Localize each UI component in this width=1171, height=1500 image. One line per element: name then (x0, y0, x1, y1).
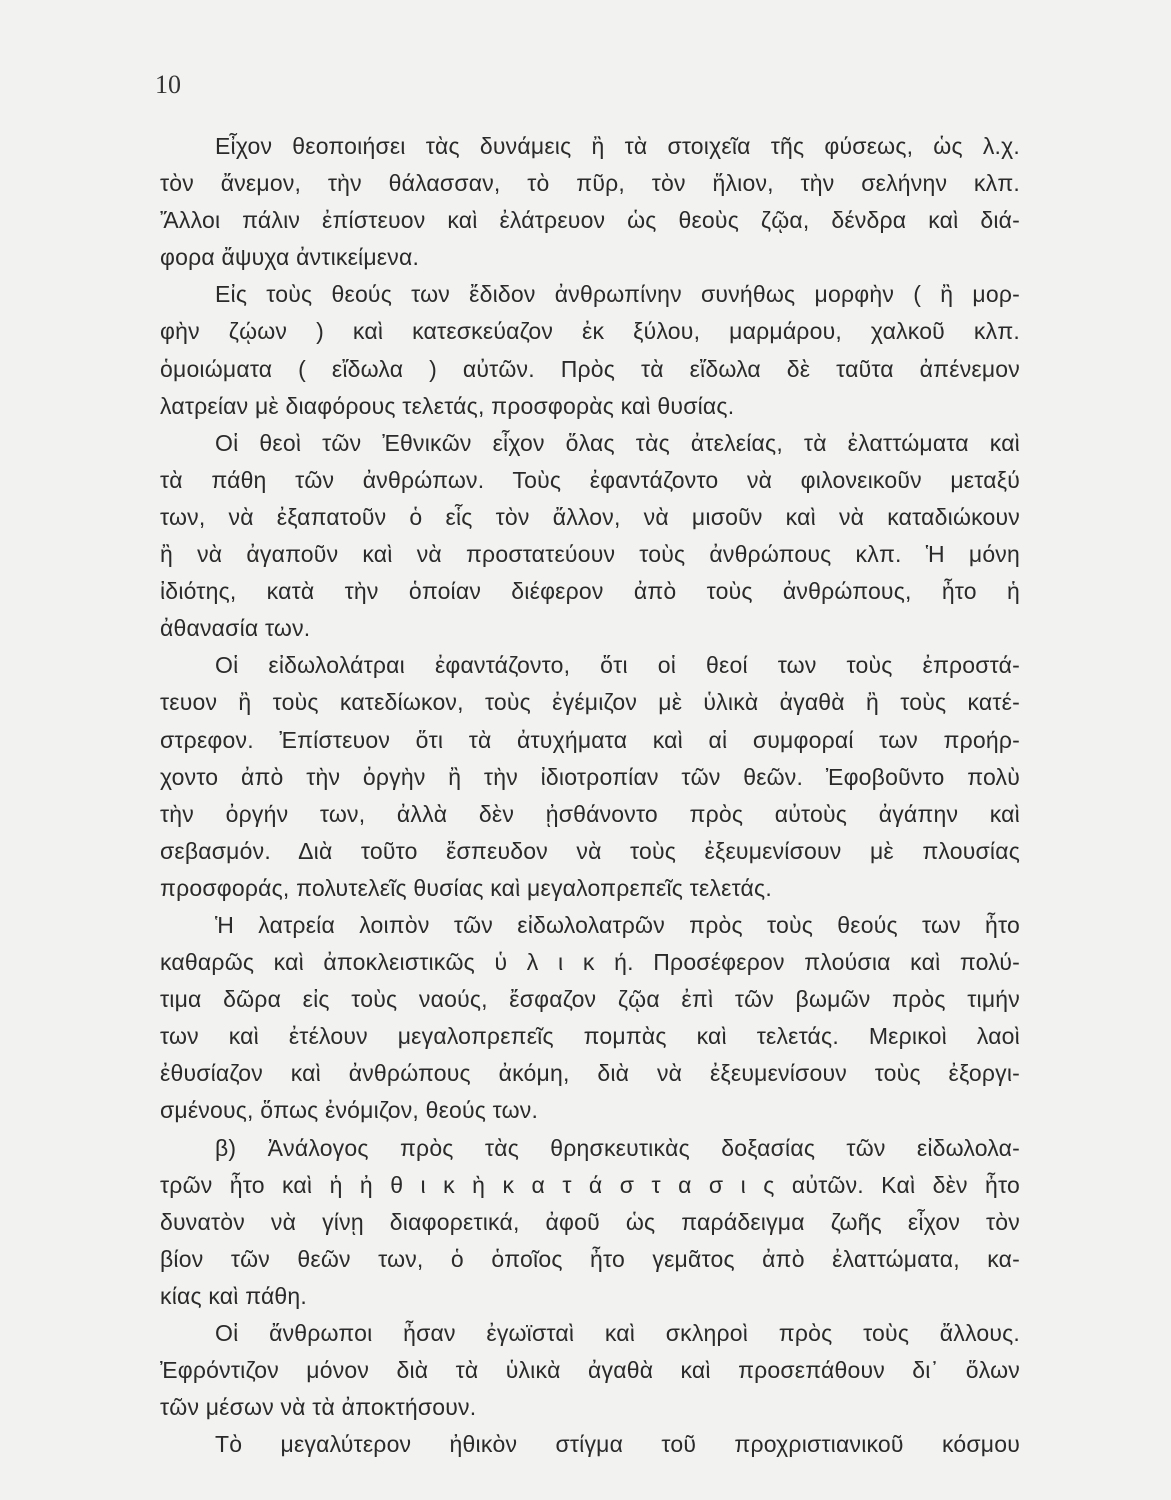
text-line: βίον τῶν θεῶν των, ὁ ὁποῖος ἦτο γεμᾶτος ἀπὸ ἐλαττώματα, κα- (160, 1245, 1020, 1272)
text-line: κίας καὶ πάθη. (160, 1282, 308, 1309)
text-line: τὰ πάθη τῶν ἀνθρώπων. Τοὺς ἐφαντάζοντο νὰ φιλονεικοῦν μεταξύ (160, 466, 1020, 493)
text-line: χοντο ἀπὸ τὴν ὀργὴν ἢ τὴν ἰδιοτροπίαν τῶν θεῶν. Ἐφοβοῦντο πολὺ (160, 763, 1020, 790)
text-line: φὴν ζῴων ) καὶ κατεσκεύαζον ἐκ ξύλου, μαρμάρου, χαλκοῦ κλπ. (160, 318, 1020, 345)
body-text (160, 128, 1020, 1463)
text-line: σμένους, ὅπως ἐνόμιζον, θεούς των. (160, 1097, 539, 1124)
text-line: τὸν ἄνεμον, τὴν θάλασσαν, τὸ πῦρ, τὸν ἥλιον, τὴν σελήνην κλπ. (160, 170, 1020, 197)
text-line: των καὶ ἐτέλουν μεγαλοπρεπεῖς πομπὰς καὶ τελετάς. Μερικοὶ λαοὶ (160, 1023, 1020, 1050)
text-line: τῶν μέσων νὰ τὰ ἀποκτήσουν. (160, 1394, 477, 1421)
text-line: τιμα δῶρα εἰς τοὺς ναούς, ἔσφαζον ζῷα ἐπὶ τῶν βωμῶν πρὸς τιμήν (160, 986, 1020, 1013)
text-line: Ἡ λατρεία λοιπὸν τῶν εἰδωλολατρῶν πρὸς τοὺς θεούς των ἦτο (215, 911, 1020, 938)
text-line: β) Ἀνάλογος πρὸς τὰς θρησκευτικὰς δοξασίας τῶν εἰδωλολα- (215, 1134, 1020, 1161)
text-line: καθαρῶς καὶ ἀποκλειστικῶς ὑ λ ι κ ή. Προσέφερον πλούσια καὶ πολύ- (160, 949, 1020, 976)
text-line: τευον ἢ τοὺς κατεδίωκον, τοὺς ἐγέμιζον μὲ ὑλικὰ ἀγαθὰ ἢ τοὺς κατέ- (160, 689, 1020, 716)
text-line: στρεφον. Ἐπίστευον ὅτι τὰ ἀτυχήματα καὶ αἱ συμφοραί των προήρ- (160, 726, 1020, 753)
text-line: ἀθανασία των. (160, 615, 311, 642)
text-line: Εἶχον θεοποιήσει τὰς δυνάμεις ἢ τὰ στοιχεῖα τῆς φύσεως, ὡς λ.χ. (215, 133, 1020, 159)
paragraph (160, 1130, 1020, 1315)
text-line: προσφοράς, πολυτελεῖς θυσίας καὶ μεγαλοπρεπεῖς τελετάς. (160, 874, 772, 901)
text-line: ἐθυσίαζον καὶ ἀνθρώπους ἀκόμη, διὰ νὰ ἐξευμενίσουν τοὺς ἐξοργι- (160, 1060, 1020, 1087)
text-line: ἢ νὰ ἀγαποῦν καὶ νὰ προστατεύουν τοὺς ἀνθρώπους κλπ. Ἡ μόνη (160, 541, 1020, 568)
paragraph (160, 1315, 1020, 1426)
paragraph (160, 276, 1020, 424)
text-line: των, νὰ ἐξαπατοῦν ὁ εἷς τὸν ἄλλον, νὰ μισοῦν καὶ νὰ καταδιώκουν (160, 503, 1020, 530)
paragraph (160, 907, 1020, 1130)
text-line: λατρείαν μὲ διαφόρους τελετάς, προσφορὰς καὶ θυσίας. (160, 392, 735, 419)
text-line: δυνατὸν νὰ γίνῃ διαφορετικά, ἀφοῦ ὡς παράδειγμα ζωῆς εἶχον τὸν (160, 1208, 1020, 1235)
text-line: τρῶν ἦτο καὶ ἡ ἠ θ ι κ ὴ κ α τ ά σ τ α σ ι ς αὐτῶν. Καὶ δὲν ἦτο (160, 1171, 1020, 1198)
paragraph (160, 425, 1020, 648)
text-line: Εἰς τοὺς θεούς των ἔδιδον ἀνθρωπίνην συνήθως μορφὴν ( ἢ μορ- (215, 281, 1020, 308)
paragraph (160, 1426, 1020, 1463)
text-line: Οἱ θεοὶ τῶν Ἐθνικῶν εἶχον ὅλας τὰς ἀτελείας, τὰ ἐλαττώματα καὶ (215, 429, 1020, 456)
text-line: φορα ἄψυχα ἀντικείμενα. (160, 244, 420, 271)
paragraph (160, 128, 1020, 276)
paragraph (160, 647, 1020, 907)
text-line: Ἄλλοι πάλιν ἐπίστευον καὶ ἐλάτρευον ὡς θεοὺς ζῷα, δένδρα καὶ διά- (160, 207, 1020, 234)
page-number: 10 (155, 70, 181, 99)
text-line: ἰδιότης, κατὰ τὴν ὁποίαν διέφερον ἀπὸ τοὺς ἀνθρώπους, ἦτο ἡ (160, 578, 1020, 605)
text-line: σεβασμόν. Διὰ τοῦτο ἔσπευδον νὰ τοὺς ἐξευμενίσουν μὲ πλουσίας (160, 837, 1020, 864)
text-line: Τὸ μεγαλύτερον ἠθικὸν στίγμα τοῦ προχριστιανικοῦ κόσμου (215, 1431, 1020, 1458)
text-line: Οἱ ἄνθρωποι ἦσαν ἐγωϊσταὶ καὶ σκληροὶ πρὸς τοὺς ἄλλους. (215, 1320, 1020, 1346)
text-line: Ἐφρόντιζον μόνον διὰ τὰ ὑλικὰ ἀγαθὰ καὶ προσεπάθουν δι᾽ ὅλων (160, 1357, 1020, 1384)
text-line: Οἱ εἰδωλολάτραι ἐφαντάζοντο, ὅτι οἱ θεοί των τοὺς ἐπροστά- (215, 652, 1020, 679)
text-line: ὁμοιώματα ( εἴδωλα ) αὐτῶν. Πρὸς τὰ εἴδωλα δὲ ταῦτα ἀπένεμον (160, 355, 1020, 382)
text-line: τὴν ὀργήν των, ἀλλὰ δὲν ᾐσθάνοντο πρὸς αὐτοὺς ἀγάπην καὶ (160, 800, 1020, 827)
